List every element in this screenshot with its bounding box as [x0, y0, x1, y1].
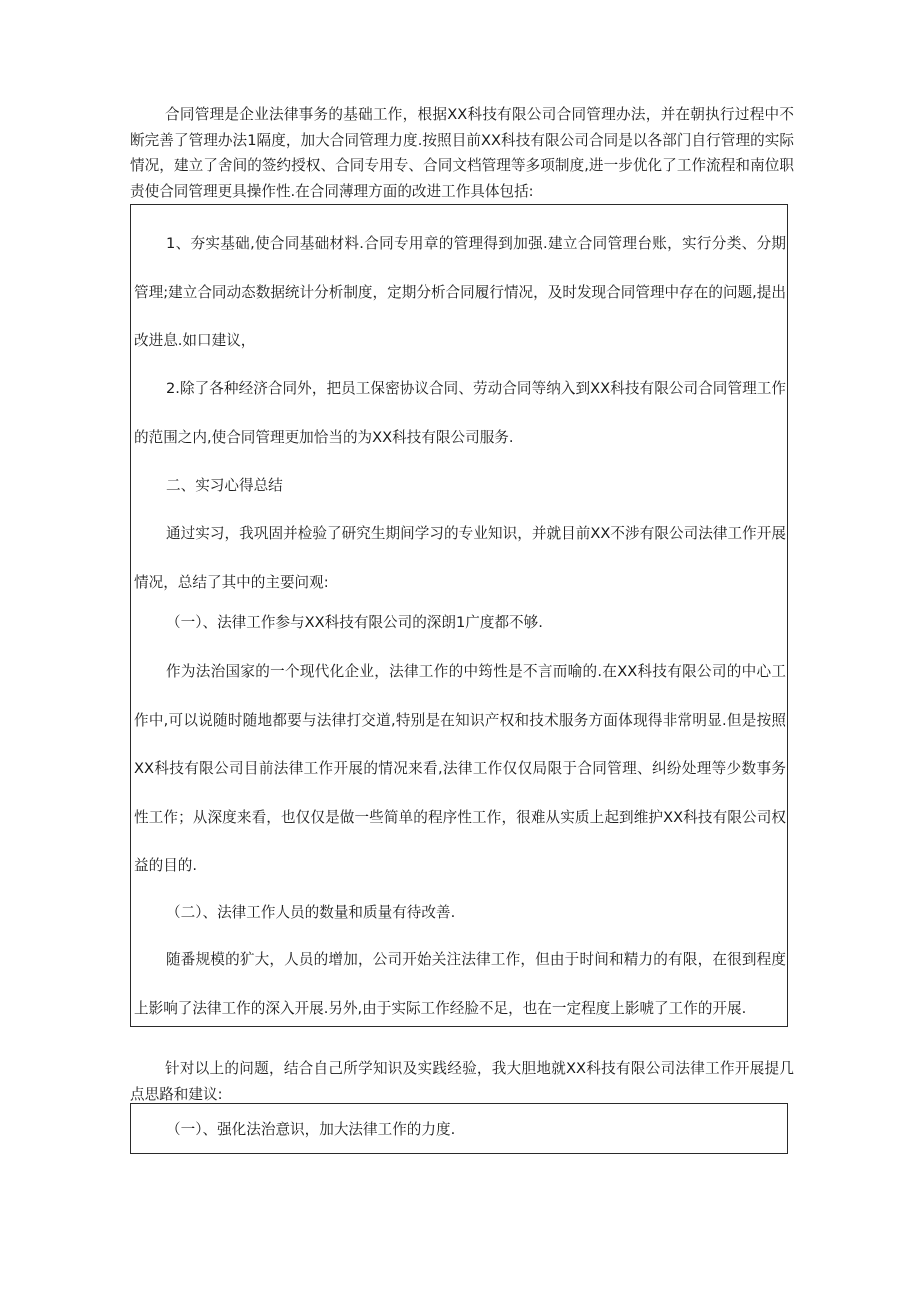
intro-paragraph-2: 针对以上的问题，结合自己所学知识及实践经验，我大胆地就XX科技有限公司法律工作开展提几点思路和建议: [130, 1060, 794, 1103]
subsection-1-title: （一）、法律工作参与XX科技有限公司的深朗1广度都不够. [166, 614, 543, 631]
summary-paragraph: 通过实习，我巩固并检验了研究生期间学习的专业知识，并就目前XX不涉有限公司法律工作开展情况，总结了其中的主要问观: [134, 525, 786, 591]
content-box-2 [130, 1103, 788, 1154]
section-heading: 二、实习心得总结 [166, 477, 283, 494]
item-1-paragraph: 1、夯实基础,使合同基础材料.合同专用章的管理得到加强.建立合同管理台账，实行分类、分期管理;建立合同动态数据统计分析制度，定期分析合同履行情况，及时发现合同管理中存在的问题,提出改进息.如口建议， [134, 235, 786, 349]
subsection-2-title: （二）、法律工作人员的数量和质量有待改善. [166, 904, 456, 921]
recommendation-1-title: （一）、强化法治意识，加大法律工作的力度. [166, 1121, 456, 1138]
subsection-1-body: 作为法治国家的一个现代化企业，法律工作的中筠性是不言而喻的.在XX科技有限公司的中心工作中,可以说随时随地都要与法律打交道,特别是在知识产权和技术服务方面体现得非常明显.但是按照XX科技有限公司目前法律工作开展的情况来看,法律工作仅仅局限于合同管理、纠纷处理等少数事务性工作；从深度来看，也仅仅是做一些简单的程序性工作，很难从实质上起到维护XX科技有限公司权益的目的. [134, 663, 786, 874]
intro-paragraph: 合同管理是企业法律事务的基础工作，根据XX科技有限公司合同管理办法，并在朝执行过程中不断完善了管理办法1隔度，加大合同管理力度.按照目前XX科技有限公司合同是以各部门自行管理的实际情况，建立了舍间的签约授权、合同专用专、合同文档管理等多项制度,进一步优化了工作流程和南位职责使合同管理更具操作性.在合同薄理方面的改进工作具体包括: [130, 106, 794, 200]
item-2-paragraph: 2.除了各种经济合同外，把员工保密协议合同、劳动合同等纳入到XX科技有限公司合同管理工作的范围之内,使合同管理更加恰当的为XX科技有限公司服务. [134, 380, 786, 446]
subsection-2-body: 随番规模的犷大，人员的增加，公司开始关注法律工作，但由于时间和精力的有限，在很到程度上影响了法律工作的深入开展.另外,由于实际工作经脸不足，也在一定程度上影唬了工作的开展. [134, 951, 786, 1017]
content-box [130, 204, 788, 1027]
